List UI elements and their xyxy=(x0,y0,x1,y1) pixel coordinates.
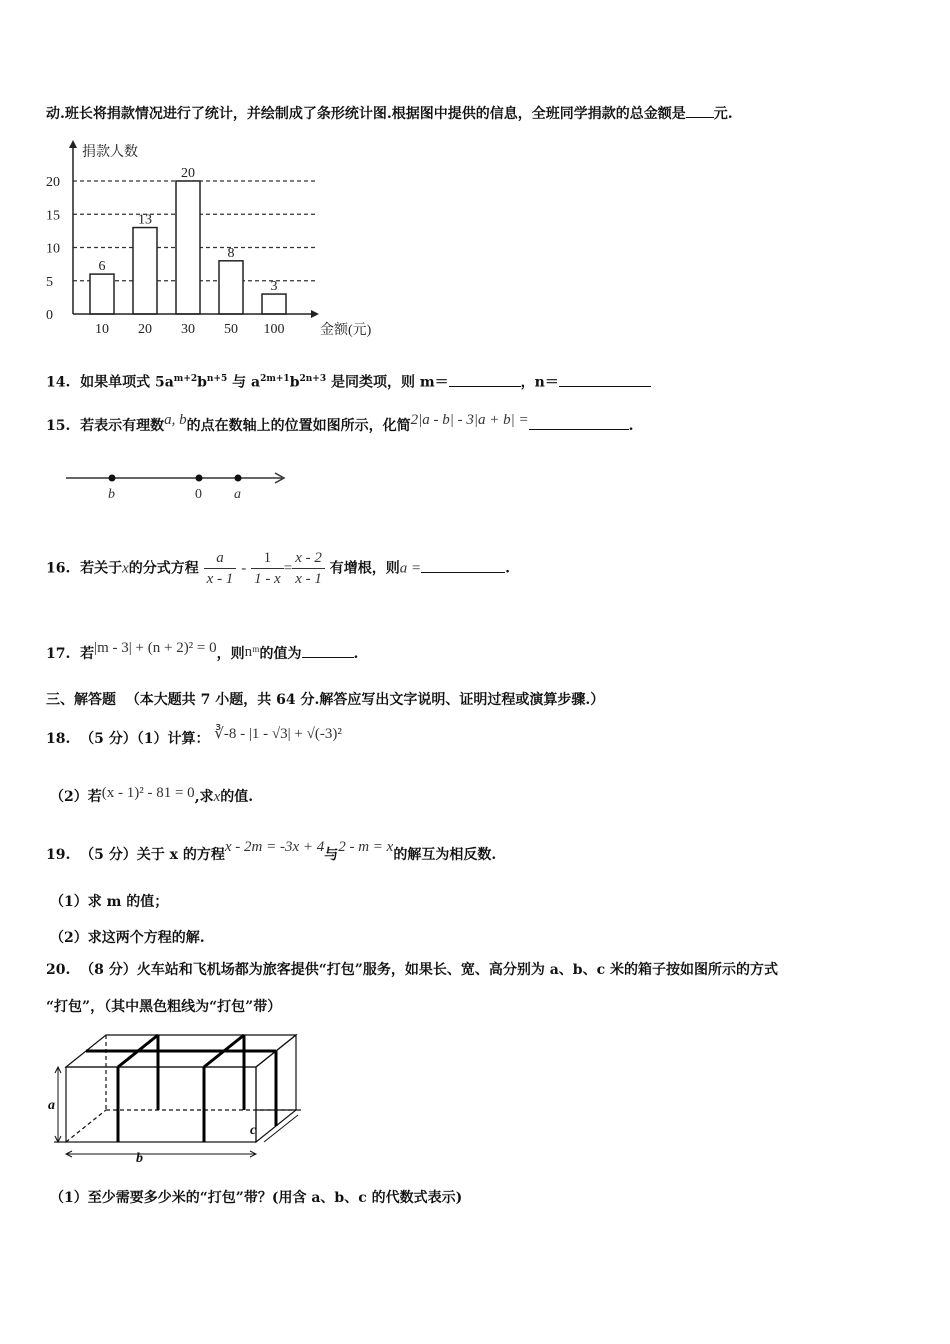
q14-exp3: 2m+1 xyxy=(260,374,290,384)
section-3-desc: （本大题共 7 小题，共 64 分.解答应写出文字说明、证明过程或演算步骤.） xyxy=(125,692,605,708)
q17-number: 17. xyxy=(46,646,71,662)
question-18-part2 xyxy=(50,787,253,807)
q20-number: 20. xyxy=(46,962,71,978)
bar-30 xyxy=(176,181,200,314)
point-zero xyxy=(196,475,203,482)
bar-value-label: 13 xyxy=(138,212,152,228)
x-tick-label: 50 xyxy=(224,322,238,337)
question-17 xyxy=(46,640,359,664)
q19-text-a: 关于 x 的方程 xyxy=(136,847,225,863)
y-tick-label: 10 xyxy=(46,241,60,257)
q19-equation-2: 2 - m = x xyxy=(338,839,394,855)
label-zero: 0 xyxy=(195,487,202,502)
q16-text-c: 有增根，则 xyxy=(329,560,400,577)
bar-chart xyxy=(40,138,385,343)
q15-expression: 2|a - b| - 3|a + b| = xyxy=(410,412,529,428)
y-tick-label: 0 xyxy=(46,308,53,323)
intro-text: 动.班长将捐款情况进行了统计，并绘制成了条形统计图.根据图中提供的信息，全班同学捐款的总金额是 xyxy=(46,106,686,122)
q18-part2-var: x xyxy=(213,789,221,805)
q17-text-a: 若 xyxy=(80,646,95,662)
bar-value-label: 6 xyxy=(98,259,106,275)
q16-text-a: 若关于 xyxy=(80,560,123,577)
q18-part1-expression: ∛-8 - |1 - √3| + √(-3)² xyxy=(214,726,342,742)
y-tick-label: 15 xyxy=(46,208,60,224)
bar-value-label: 3 xyxy=(270,279,278,295)
y-axis-label: 捐款人数 xyxy=(82,145,138,160)
intro-unit: 元. xyxy=(713,106,733,122)
x-tick-label: 20 xyxy=(138,322,152,337)
q16-end: . xyxy=(505,560,510,577)
q14-exp4: 2n+3 xyxy=(299,374,327,384)
bar-50 xyxy=(219,261,243,314)
question-18 xyxy=(46,726,342,749)
q18-points: （5 分） xyxy=(80,731,137,747)
x-tick-label: 10 xyxy=(95,322,109,337)
q17-nm: nᵐ xyxy=(244,644,260,660)
section-3-header xyxy=(46,690,604,710)
q18-part2-expression: (x - 1)² - 81 = 0 xyxy=(101,785,195,801)
q14-text-e: 是同类项，则 m＝ xyxy=(326,374,449,391)
q20-points: （8 分） xyxy=(80,962,137,978)
q15-text-a: 若表示有理数 xyxy=(80,418,165,434)
x-tick-label: 30 xyxy=(181,322,195,337)
q14-blank-m xyxy=(449,372,521,387)
q14-number: 14. xyxy=(46,374,71,391)
q19-text-b: 与 xyxy=(324,847,339,863)
q18-part2-text: ,求 xyxy=(194,789,214,805)
q14-blank-n xyxy=(559,372,651,387)
q18-part2-end: 的值. xyxy=(220,789,254,805)
q16-var: x xyxy=(122,560,129,577)
q16-fraction-2: $\frac{1}{1 - x}$ xyxy=(251,548,284,589)
q17-text-b: ，则 xyxy=(216,646,245,662)
question-15 xyxy=(46,412,634,436)
q18-part2-label: （2）若 xyxy=(50,789,102,805)
point-a xyxy=(235,475,242,482)
q14-text-a: 如果单项式 5a xyxy=(80,374,174,391)
q19-equation-1: x - 2m = -3x + 4 xyxy=(224,839,325,855)
q14-text-c: 与 a xyxy=(227,374,261,391)
q17-end: . xyxy=(353,646,359,662)
section-3-title: 三、解答题 xyxy=(46,692,116,708)
question-20 xyxy=(46,960,778,980)
label-a: a xyxy=(234,487,241,502)
q20-sub-1: （1）至少需要多少米的“打包”带？(用含 a、b、c 的代数式表示) xyxy=(50,1190,463,1206)
y-tick-label: 5 xyxy=(46,274,53,290)
question-16 xyxy=(46,548,510,589)
q18-part1-label: （1）计算： xyxy=(136,731,210,747)
q20-text-line1: 火车站和飞机场都为旅客提供“打包”服务，如果长、宽、高分别为 a、b、c 米的箱子按如图所示的方式 xyxy=(136,962,778,978)
q19-number: 19. xyxy=(46,847,71,863)
label-a-height: a xyxy=(48,1098,55,1113)
q18-number: 18. xyxy=(46,731,71,747)
q17-blank xyxy=(302,643,354,658)
hidden-edge-depth xyxy=(66,1110,106,1142)
q19-text-c: 的解互为相反数. xyxy=(393,847,497,863)
x-axis-label: 金额(元) xyxy=(320,323,372,338)
q16-blank xyxy=(421,558,505,573)
label-b-length: b xyxy=(136,1151,143,1165)
q14-text-d: b xyxy=(289,374,300,391)
q15-blank xyxy=(529,415,629,430)
q15-end: . xyxy=(628,418,634,434)
q16-equals: = xyxy=(283,560,293,577)
q16-number: 16. xyxy=(46,560,71,577)
q14-text-f: ，n＝ xyxy=(520,374,559,391)
point-b xyxy=(109,475,116,482)
q17-text-c: 的值为 xyxy=(259,646,302,662)
label-b: b xyxy=(108,487,115,502)
q19-sub-1: （1）求 m 的值； xyxy=(50,894,169,910)
bar-20 xyxy=(133,228,157,314)
bar-value-label: 8 xyxy=(227,245,235,261)
bar-100 xyxy=(262,294,286,314)
y-axis-arrow xyxy=(69,140,77,148)
q14-exp2: n+5 xyxy=(206,374,228,384)
q15-vars: a, b xyxy=(164,412,187,428)
q14-exp1: m+2 xyxy=(173,374,198,384)
number-line xyxy=(60,465,300,505)
box-front-face xyxy=(66,1067,256,1142)
question-19 xyxy=(46,839,497,865)
q20-text-line2: “打包”，（其中黑色粗线为“打包”带） xyxy=(46,999,282,1015)
q16-text-b: 的分式方程 xyxy=(128,560,199,577)
q16-fraction-3: $\frac{x - 2}{x - 1}$ xyxy=(292,548,325,589)
q14-text-b: b xyxy=(197,374,207,391)
dimension-c-line xyxy=(264,1115,298,1142)
x-tick-label: 100 xyxy=(263,322,285,337)
label-c-width: c xyxy=(250,1123,257,1138)
bar-value-label: 20 xyxy=(181,166,195,181)
y-tick-label: 20 xyxy=(46,175,60,190)
package-box-diagram xyxy=(46,1030,306,1165)
q16-a-eq: a = xyxy=(399,560,422,577)
x-axis-arrow xyxy=(311,310,319,318)
bar-10 xyxy=(90,274,114,314)
q19-sub-2: （2）求这两个方程的解. xyxy=(50,930,205,946)
q17-expression: |m - 3| + (n + 2)² = 0 xyxy=(94,640,217,656)
q16-fraction-1: $\frac{a}{x - 1}$ xyxy=(204,548,237,589)
q15-text-b: 的点在数轴上的位置如图所示，化简 xyxy=(186,418,411,434)
q19-points: （5 分） xyxy=(80,847,137,863)
intro-line xyxy=(46,103,733,124)
question-14 xyxy=(46,369,651,393)
q15-number: 15. xyxy=(46,418,71,434)
answer-blank xyxy=(686,103,714,118)
q16-minus: - xyxy=(241,560,247,577)
